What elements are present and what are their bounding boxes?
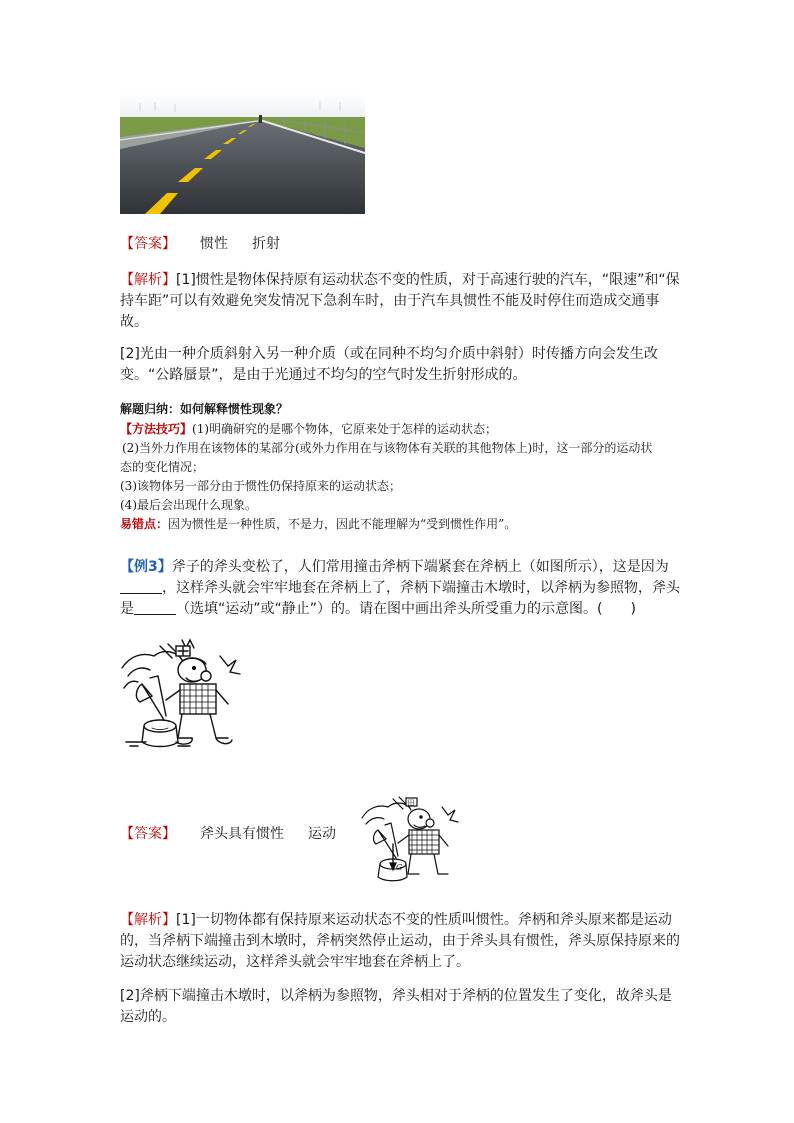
method-block <box>120 420 660 534</box>
answer-blank-2[interactable] <box>134 600 176 615</box>
method-line-1: 【方法技巧】(1)明确研究的是哪个物体，它原来处于怎样的运动状态； <box>120 422 498 436</box>
method-line-4: (4)最后会出现什么现象。 <box>120 498 257 512</box>
answer-blank-1[interactable] <box>120 579 162 594</box>
answer-value-2: 运动 <box>308 826 336 842</box>
method-tag: 【方法技巧】 <box>120 422 193 436</box>
analysis-3-p1 <box>120 910 680 973</box>
analysis-tag: 【解析】 <box>120 272 176 288</box>
method-line-3: (3)该物体另一部分由于惯性仍保持原来的运动状态； <box>120 479 402 493</box>
error-tag: 易错点： <box>120 517 169 531</box>
answer-value-1: 惯性 <box>200 236 228 252</box>
analysis-1-p1 <box>120 270 680 333</box>
example-3: 【例3】斧子的斧头变松了，人们常用撞击斧柄下端紧套在斧柄上（如图所示），这是因为，这样斧头就会牢牢地套在斧柄上了，斧柄下端撞击木墩时，以斧柄为参照物，斧头是 （选填“运动”或“静止”）的。请在图中画出斧头所受重力的示意图。( ) <box>120 559 680 617</box>
analysis-tag: 【解析】 <box>120 912 176 928</box>
answer-value-2: 折射 <box>252 236 280 252</box>
gravity-label: G <box>396 863 403 872</box>
analysis-1-p2 <box>120 344 680 386</box>
analysis-3-p2 <box>120 986 680 1028</box>
example-tag: 【例3】 <box>120 559 172 575</box>
error-point: 易错点：因为惯性是一种性质，不是力，因此不能理解为“受到惯性作用”。 <box>120 517 517 531</box>
method-line-2: (2)当外力作用在该物体的某部分(或外力作用在与该物体有关联的其他物体上)时，这一部分的运动状态的变化情况； <box>120 441 653 474</box>
sign-label: 田 <box>407 799 415 808</box>
analysis-text: [1]一切物体都有保持原来运动状态不变的性质叫惯性。斧柄和斧头原来都是运动的，当斧柄下端撞击到木墩时，斧柄突然停止运动，由于斧头具有惯性，斧头原保持原来的运动状态继续运动，这样斧头就会牢牢地套在斧柄上了。 <box>120 912 680 970</box>
summary-heading: 解题归纳：如何解释惯性现象？ <box>120 402 289 416</box>
answer-value-1: 斧头具有惯性 <box>200 826 284 842</box>
answer-tag: 【答案】 <box>120 826 176 842</box>
answer-1 <box>120 234 680 255</box>
analysis-text: [2]斧柄下端撞击木墩时，以斧柄为参照物，斧头相对于斧柄的位置发生了变化，故斧头是运动的。 <box>120 988 672 1025</box>
analysis-text: [1]惯性是物体保持原有运动状态不变的性质，对于高速行驶的汽车，“限速”和“保持车距”可以有效避免突发情况下急刹车时，由于汽车具惯性不能及时停住而造成交通事故。 <box>120 272 680 330</box>
road-photo <box>120 93 365 214</box>
analysis-text: [2]光由一种介质斜射入另一种介质（或在同种不均匀介质中斜射）时传播方向会发生改变。“公路蜃景”，是由于光通过不均匀的空气时发生折射形成的。 <box>120 346 658 383</box>
answer-3 <box>120 824 340 845</box>
axe-cartoon-answer <box>360 792 460 884</box>
axe-cartoon <box>120 638 245 750</box>
answer-tag: 【答案】 <box>120 236 176 252</box>
